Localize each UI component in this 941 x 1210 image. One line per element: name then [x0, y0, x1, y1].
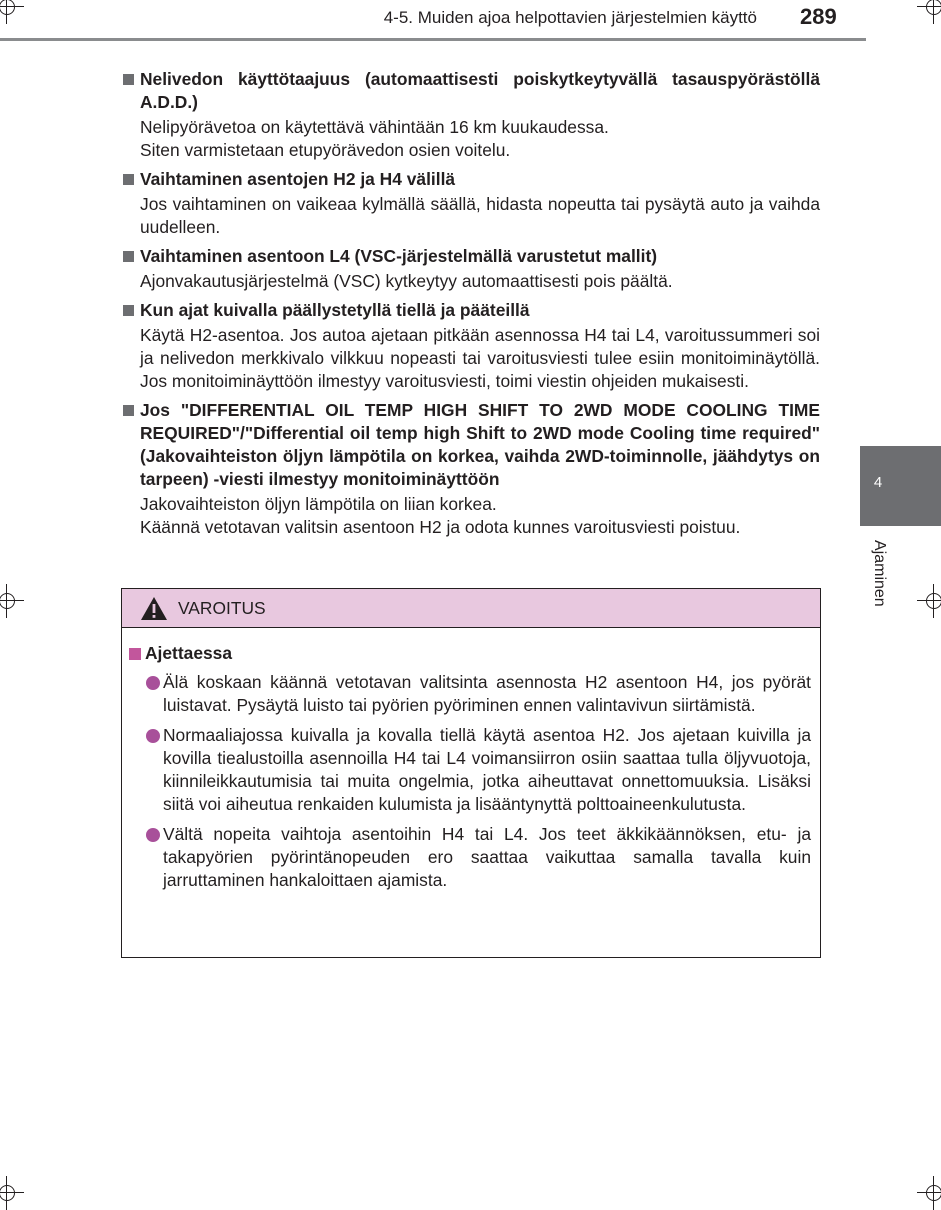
warning-triangle-icon	[140, 596, 168, 621]
section	[122, 168, 820, 239]
square-bullet-icon	[129, 648, 141, 660]
section	[122, 299, 820, 393]
square-bullet-icon	[123, 305, 134, 316]
section	[122, 245, 820, 293]
body-line: Jos vaihtaminen on vaikeaa kylmällä säällä, hidasta nopeutta tai pysäytä auto ja vaihda uudelleen.	[140, 194, 820, 237]
body-line: Käännä vetotavan valitsin asentoon H2 ja odota kunnes varoitusviesti poistuu.	[140, 517, 741, 537]
warning-list	[146, 671, 811, 899]
chapter-number: 4	[873, 474, 883, 491]
body-line: Käytä H2-asentoa. Jos autoa ajetaan pitkään asennossa H4 tai L4, varoitussummeri soi ja nelivedon merkkivalo vilkkuu nopeasti tai varoitusviesti tulee esiin monitoiminäytöllä. Jos monitoiminäyttöön ilmestyy varoitusviesti, toimi viestin ohjeiden mukaisesti.	[140, 325, 820, 391]
section	[122, 68, 820, 162]
section	[122, 399, 820, 539]
section-heading: Nelivedon käyttötaajuus (automaattisesti poiskytkeytyvällä tasauspyörästöllä A.D.D.)	[122, 68, 820, 114]
chapter-label: Ajaminen	[871, 540, 888, 607]
section-body	[122, 116, 820, 162]
warning-item: Normaaliajossa kuivalla ja kovalla tiellä käytä asentoa H2. Jos ajetaan kuivilla ja kovilla tiealustoilla asennoilla H4 tai L4 voimansiirron osiin saattaa tulla öljyvuotoja, kiinnileikkautumisia tai muita ongelmia, jotka aiheuttavat onnettomuuksia. Lisäksi siitä voi aiheutua renkaiden kulumista ja lisääntynyttä polttoaineenkulutusta.	[146, 724, 811, 816]
body-line: Ajonvakautusjärjestelmä (VSC) kytkeytyy automaattisesti pois päältä.	[140, 271, 673, 291]
chapter-title: 4-5. Muiden ajoa helpottavien järjestelmien käyttö	[383, 8, 757, 27]
page-number: 289	[800, 4, 837, 29]
body-line: Nelipyörävetoa on käytettävä vähintään 16 km kuukaudessa.	[140, 117, 609, 137]
warning-heading: Ajettaessa	[129, 642, 232, 665]
body-line: Jakovaihteiston öljyn lämpötila on liian korkea.	[140, 494, 497, 514]
registration-mark-icon	[0, 0, 18, 18]
chapter-tab	[860, 446, 941, 526]
main-content	[122, 68, 820, 545]
registration-mark-icon	[923, 0, 941, 18]
warning-item: Vältä nopeita vaihtoja asentoihin H4 tai L4. Jos teet äkkikäännöksen, etu- ja takapyörien pyörintänopeuden ero saattaa vaikuttaa samalla tavalla kuin jarruttaminen hankaloittaen ajamista.	[146, 823, 811, 892]
registration-mark-icon	[0, 590, 18, 612]
section-body	[122, 324, 820, 393]
section-heading: Kun ajat kuivalla päällystetyllä tiellä ja pääteillä	[122, 299, 820, 322]
square-bullet-icon	[123, 405, 134, 416]
warning-header	[122, 589, 820, 628]
registration-mark-icon	[923, 590, 941, 612]
warning-label: VAROITUS	[178, 598, 266, 618]
registration-mark-icon	[923, 1182, 941, 1204]
registration-mark-icon	[0, 1182, 18, 1204]
circle-bullet-icon	[146, 729, 160, 743]
section-body	[122, 493, 820, 539]
circle-bullet-icon	[146, 676, 160, 690]
section-body	[122, 193, 820, 239]
square-bullet-icon	[123, 251, 134, 262]
square-bullet-icon	[123, 174, 134, 185]
header-rule	[0, 38, 866, 41]
body-line: Siten varmistetaan etupyörävedon osien voitelu.	[140, 140, 511, 160]
square-bullet-icon	[123, 74, 134, 85]
circle-bullet-icon	[146, 828, 160, 842]
section-heading: Vaihtaminen asentoon L4 (VSC-järjestelmällä varustetut mallit)	[122, 245, 820, 268]
warning-box	[121, 588, 821, 958]
section-body	[122, 270, 820, 293]
section-heading: Jos "DIFFERENTIAL OIL TEMP HIGH SHIFT TO 2WD MODE COOLING TIME REQUIRED"/"Differential oil temp high Shift to 2WD mode Cooling time required" (Jakovaihteiston öljyn lämpötila on korkea, vaihda 2WD-toiminnolle, jäähdytys on tarpeen) -viesti ilmestyy monitoiminäyttöön	[122, 399, 820, 491]
section-heading: Vaihtaminen asentojen H2 ja H4 välillä	[122, 168, 820, 191]
warning-item: Älä koskaan käännä vetotavan valitsinta asennosta H2 asentoon H4, jos pyörät luistavat. Pysäytä luisto tai pyörien pyöriminen ennen valintavivun siirtämistä.	[146, 671, 811, 717]
